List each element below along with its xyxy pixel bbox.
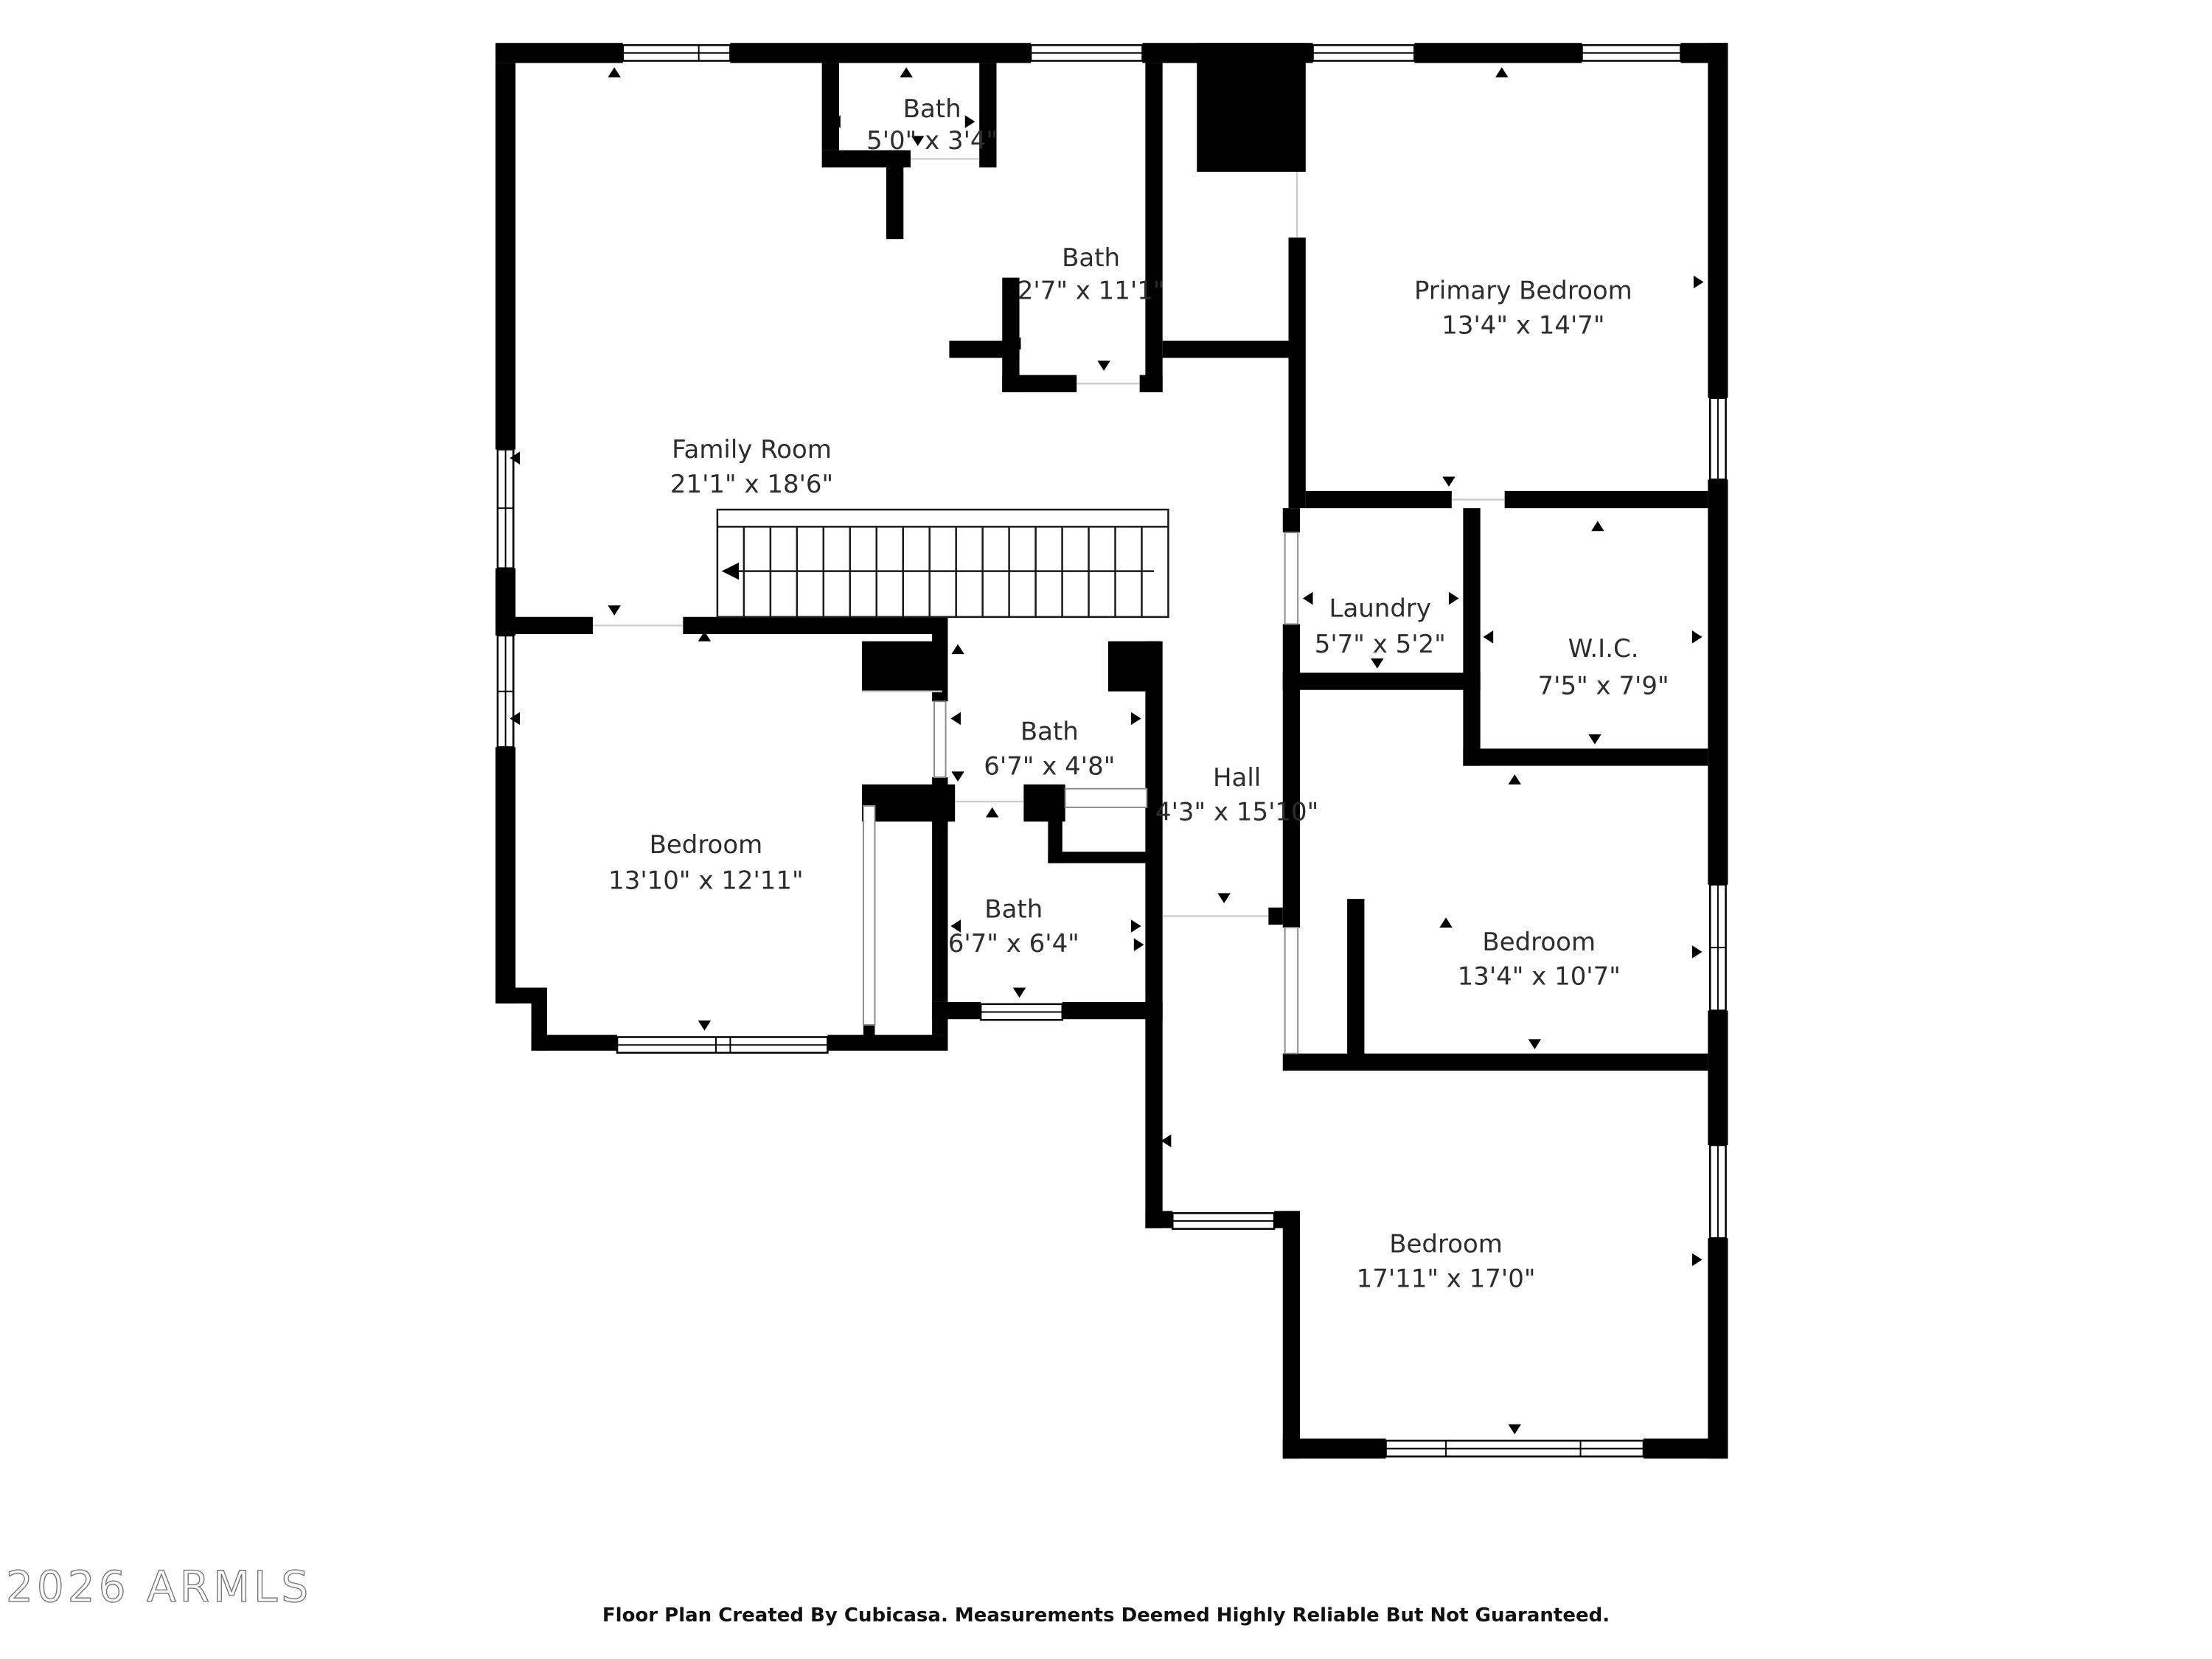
- room-dims-bath-long: 2'7" x 11'1": [1017, 276, 1165, 306]
- window-top-2: [1031, 45, 1142, 60]
- dimension-marker: [1161, 1135, 1172, 1147]
- dimension-marker: [1509, 1425, 1521, 1435]
- room-label-hall: Hall: [1213, 762, 1262, 793]
- room-label-laundry: Laundry: [1329, 594, 1431, 624]
- room-label-wic: W.I.C.: [1568, 634, 1639, 664]
- room-dims-bath-top: 5'0" x 3'4": [866, 125, 998, 156]
- window-left-1: [498, 450, 513, 568]
- dimension-marker: [1217, 893, 1230, 903]
- dimension-marker: [1591, 521, 1604, 532]
- dimension-marker: [1692, 630, 1703, 643]
- window-left-2: [498, 636, 513, 747]
- dimension-marker: [1449, 592, 1459, 605]
- room-dims-bath-lower: 6'7" x 6'4": [947, 928, 1079, 959]
- room-label-bedroom-left: Bedroom: [649, 830, 763, 860]
- room-label-primary-bedroom: Primary Bedroom: [1414, 276, 1632, 306]
- room-dims-bath-mid: 6'7" x 4'8": [984, 751, 1116, 782]
- window-bottom: [1386, 1441, 1644, 1456]
- dimension-marker: [608, 67, 620, 77]
- dimension-marker: [608, 605, 620, 616]
- dimension-marker: [1495, 67, 1508, 77]
- bath-mid-door-opening: [934, 701, 946, 777]
- room-dims-primary-bedroom: 13'4" x 14'7": [1441, 310, 1605, 341]
- dimension-marker: [1371, 658, 1383, 669]
- dimension-marker: [698, 1020, 711, 1031]
- dimension-marker: [1131, 712, 1141, 725]
- window-top-3: [1313, 45, 1415, 60]
- room-dims-bedroom-left: 13'10" x 12'11": [608, 866, 804, 896]
- room-label-bath-mid: Bath: [1020, 717, 1079, 747]
- dimension-marker: [950, 712, 961, 725]
- dimension-marker: [951, 771, 964, 782]
- window-top-4: [1582, 45, 1680, 60]
- window-right-1: [1710, 398, 1725, 480]
- dimension-marker: [1131, 919, 1141, 932]
- closet-front: [863, 806, 875, 1025]
- interior-walls: [507, 43, 1708, 1071]
- room-dims-bedroom-bottom: 17'11" x 17'0": [1356, 1264, 1536, 1294]
- dimension-marker: [1588, 734, 1601, 745]
- stairs-direction-arrow: [722, 563, 739, 580]
- room-dims-wic: 7'5" x 7'9": [1537, 671, 1669, 701]
- dimension-marker: [1509, 774, 1521, 785]
- window-bedroom-left-bottom: [617, 1037, 827, 1052]
- dimension-marker: [986, 807, 998, 818]
- room-label-family-room: Family Room: [672, 435, 832, 465]
- footer-disclaimer: Floor Plan Created By Cubicasa. Measurements Deemed Highly Reliable But Not Guaranteed.: [602, 1604, 1610, 1627]
- dimension-marker: [1694, 276, 1704, 288]
- room-label-bedroom-bottom: Bedroom: [1389, 1229, 1503, 1259]
- window-top-1: [623, 45, 731, 60]
- laundry-door-opening: [1285, 532, 1298, 624]
- window-bath-lower: [981, 1004, 1062, 1020]
- room-dims-family-room: 21'1" x 18'6": [669, 469, 834, 499]
- window-right-2: [1710, 885, 1725, 1011]
- window-wing: [1172, 1213, 1274, 1228]
- room-dims-hall: 4'3" x 15'10": [1155, 797, 1319, 827]
- room-label-bath-top: Bath: [902, 94, 961, 125]
- dimension-marker: [1692, 1253, 1703, 1266]
- room-label-bedroom-right: Bedroom: [1482, 928, 1596, 958]
- room-label-bath-lower: Bath: [984, 894, 1043, 925]
- bedroom-right-opening: [1285, 928, 1298, 1054]
- room-dims-laundry: 5'7" x 5'2": [1314, 630, 1446, 660]
- bath-cased-opening: [1065, 789, 1147, 807]
- dimension-marker: [1013, 988, 1026, 998]
- room-labels: [608, 94, 1669, 1293]
- room-label-bath-long: Bath: [1062, 243, 1121, 274]
- dimension-marker: [1097, 361, 1110, 371]
- dimension-marker: [1484, 630, 1494, 643]
- room-dims-bedroom-right: 13'4" x 10'7": [1457, 961, 1621, 992]
- dimension-marker: [1303, 592, 1313, 605]
- window-right-3: [1710, 1145, 1725, 1238]
- dimension-marker: [1692, 945, 1703, 958]
- dimension-marker: [1439, 917, 1452, 928]
- armls-watermark: 2026 ARMLS: [6, 1562, 313, 1612]
- dimension-marker: [951, 644, 964, 655]
- dimension-marker: [1442, 476, 1455, 487]
- dimension-marker: [1528, 1039, 1541, 1049]
- stairs: [717, 509, 1169, 617]
- dimension-marker: [1134, 939, 1144, 951]
- dimension-marker: [900, 67, 912, 77]
